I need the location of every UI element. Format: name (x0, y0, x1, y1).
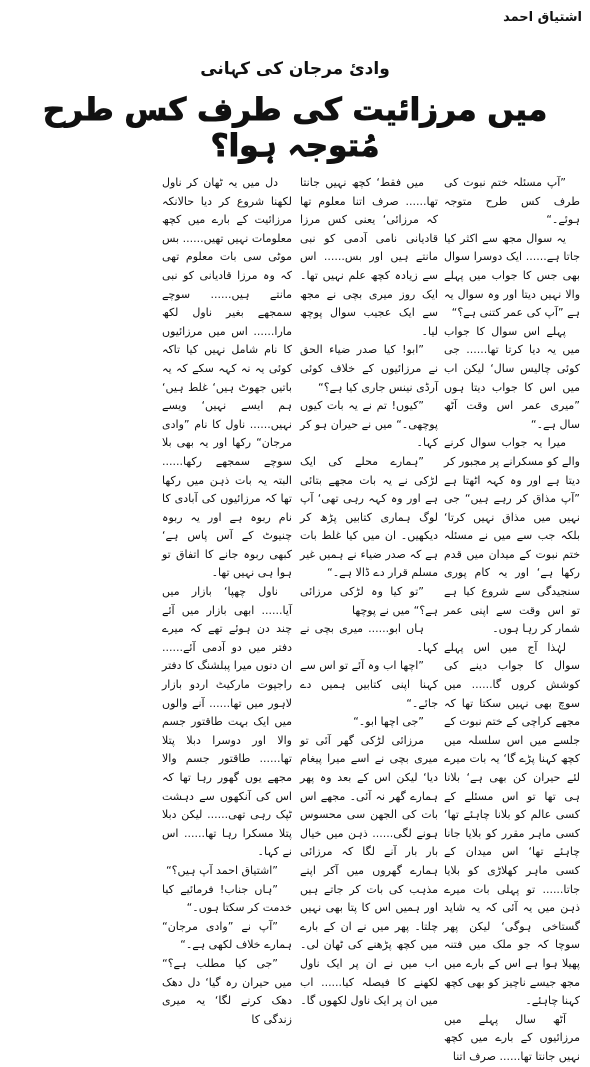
paragraph: پہلے اس سوال کا جواب میں یہ دیا کرتا تھا...... جی کوئی چالیس سال‘ لیکن اب میں اس کا جواب دیتا ہوں ”میری عمر اس وقت آٹھ سال ہے۔“ (444, 324, 580, 431)
author-name: اشتیاق احمد (503, 10, 582, 25)
paragraph: مرزائی لڑکی گھر آئی تو میری بچی نے اسے میرا پیغام دیا‘ لیکن اس کے بعد وہ پھر ہمارے گھر نہ آئی۔ مجھے اس بات کی الجھن سی محسوس ہونے لگی...... ذہن میں خیال بار بار آنے لگا کہ مرزائی ہمارے گھروں میں آکر اپنے مذہب کی بات کر جاتے ہیں اور ہمیں اس کا پتا بھی نہیں چلتا۔ پھر میں نے ان کے بارے میں کچھ پڑھنے کی ٹھان لی۔ اب میں نے ان پر ایک ناول لکھنے کا فیصلہ کیا...... اب میں ان پر ایک ناول لکھوں گا۔ (300, 733, 438, 1008)
article-title: میں مرزائیت کی طرف کس طرح مُتوجہ ہوا؟ (42, 92, 548, 164)
paragraph: ناول چھپا‘ بازار میں آیا...... ابھی بازار میں آئے چند دن ہوئے تھے کہ میرے دفتر میں دو آدمی آئے...... ان دنوں میرا پبلشنگ کا دفتر راجپوت مارکیٹ اردو بازار لاہور میں تھا...... آنے والوں میں ایک بہت طاقتور جسم والا اور دوسرا دبلا پتلا تھا...... طاقتور جسم والا مجھے یوں گھور رہا تھا کہ اس کی آنکھوں سے دہشت ٹپک رہی تھی...... لیکن دبلا پتلا مسکرا رہا تھا...... اس نے کہا۔ (162, 585, 292, 859)
paragraph: ”جی اچھا ابو۔“ (353, 715, 424, 729)
paragraph: ”ابو! کیا صدر ضیاء الحق نے مرزائیوں کے خلاف کوئی آرڈی نینس جاری کیا ہے؟“ (300, 343, 438, 394)
paragraph: آٹھ سال پہلے میں مرزائیوں کے بارے میں کچھ نہیں جانتا تھا...... صرف اتنا (444, 1012, 580, 1063)
paragraph: ”آپ مسئلہ ختم نبوت کی طرف کس طرح متوجہ ہوئے۔“ (444, 176, 580, 227)
paragraph: ”اچھا اب وہ آئے تو اس سے کہنا اپنی کتابیں ہمیں دے جائے۔“ (300, 659, 438, 710)
paragraph: یہ سوال مجھ سے اکثر کیا جاتا ہے...... ایک دوسرا سوال بھی جس کا جواب میں پہلے والا نہیں دیتا اور وہ سوال یہ ہے ”آپ کی عمر کتنی ہے؟“ (444, 231, 580, 320)
paragraph: میں فقط‘ کچھ نہیں جانتا تھا...... صرف اتنا معلوم تھا کہ مرزائی‘ یعنی کس مرزا قادیانی نامی آدمی کو نبی مانتے ہیں اور بس...... اس سے زیادہ کچھ علم نہیں تھا۔ ایک روز میری بچی نے مجھ سے ایک عجیب سوال پوچھ لیا۔ (300, 176, 438, 338)
paragraph: ”آپ نے ”وادی مرجان“ ہمارے خلاف لکھی ہے۔“ (162, 919, 292, 952)
paragraph: میرا یہ جواب سوال کرنے والے کو مسکرانے پر مجبور کر دیتا ہے اور وہ کہہ اٹھتا ہے ”آپ مذاق کر رہے ہیں“ جی نہیں میں مذاق نہیں کرتا‘ بلکہ جب سے میں نے مسئلہ ختم نبوت کے میدان میں قدم رکھا ہے‘ اور یہ کام پوری سنجیدگی سے شروع کیا ہے تو اس وقت سے اپنی عمر شمار کر رہا ہوں۔ (444, 436, 580, 636)
paragraph: ”اشتیاق احمد آپ ہیں؟“ (165, 863, 278, 877)
text-column-2 (300, 174, 438, 1008)
text-column-3 (162, 174, 292, 1026)
paragraph: ہاں ابو...... میری بچی نے کہا۔ (300, 622, 438, 654)
paragraph: ”ہاں جناب! فرمائیے کیا خدمت کر سکتا ہوں۔“ (162, 882, 292, 915)
article-subtitle: وادئ مرجان کی کہانی (200, 59, 390, 79)
paragraph: لہٰذا آج میں اس پہلے سوال کا جواب دینے کی کوشش کروں گا...... میں سوچ بھی نہیں سکتا تھا کہ مجھے کراچی کے ختم نبوت کے جلسے میں اس سلسلہ میں کچھ کہنا پڑے گا‘ یہ بات میرے لئے حیران کن بھی ہے‘ بلانا ہی تھا تو اس مسئلے کے کسی عالم کو بلانا چاہئے تھا‘ کسی ماہر مقرر کو بلایا جانا چاہئے تھا‘ اس میدان کے کسی ماہر کھلاڑی کو بلایا جاتا...... تو پہلی بات میرے ذہن میں یہ آئی کہ یہ شاید گستاخی ہوگی‘ لیکن پھر سوچا کہ جو ملک میں فتنہ پھیلا ہوا ہے اس کے بارے میں مجھ جیسے ناچیز کو بھی کچھ کہنا چاہئے۔ (444, 640, 580, 1008)
paragraph: دل میں یہ ٹھان کر ناول لکھنا شروع کر دیا حالانکہ مرزائیت کے بارے میں کچھ معلومات نہیں تھیں...... بس موٹی سی بات معلوم تھی کہ وہ مرزا قادیانی کو نبی مانتے ہیں...... سوچے سمجھے بغیر ناول لکھ مارا...... اس میں مرزائیوں کا نام شامل نہیں کیا تاکہ کوئی یہ نہ کہہ سکے کہ یہ باتیں جھوٹ ہیں‘ غلط ہیں‘ ہم ایسے نہیں‘ ویسے نہیں...... ناول کا نام ”وادی مرجان“ رکھا اور یہ بھی بلا سوچے سمجھے رکھا...... البتہ یہ بات ذہن میں رکھا تھا کہ مرزائیوں کی آبادی کا نام ربوہ ہے اور یہ ربوہ چنیوٹ کے آس پاس ہے‘ کبھی ربوہ جانے کا اتفاق تو ہوا ہی نہیں تھا۔ (162, 176, 292, 580)
paragraph: ”جی کیا مطلب ہے؟“ میں حیران رہ گیا‘ دل دھک دھک کرنے لگا‘ یہ میری زندگی کا (162, 956, 292, 1026)
paragraph: ”کیوں! تم نے یہ بات کیوں پوچھی۔“ میں نے حیران ہو کر کہا۔ (300, 399, 438, 450)
text-column-1 (444, 174, 580, 1063)
paragraph: ”تو کیا وہ لڑکی مرزائی ہے؟“ میں نے پوچھا (300, 585, 438, 617)
text-column-4 (10, 174, 158, 767)
paragraph: ”ہمارے محلے کی ایک لڑکی نے یہ بات مجھے بتائی ہے اور وہ کہہ رہی تھی‘ آپ لوگ ہماری کتابیں پڑھ کر دیکھیں۔ ان میں کیا غلط بات ہے کہ صدر ضیاء نے ہمیں غیر مسلم قرار دے ڈالا ہے۔“ (300, 454, 438, 580)
